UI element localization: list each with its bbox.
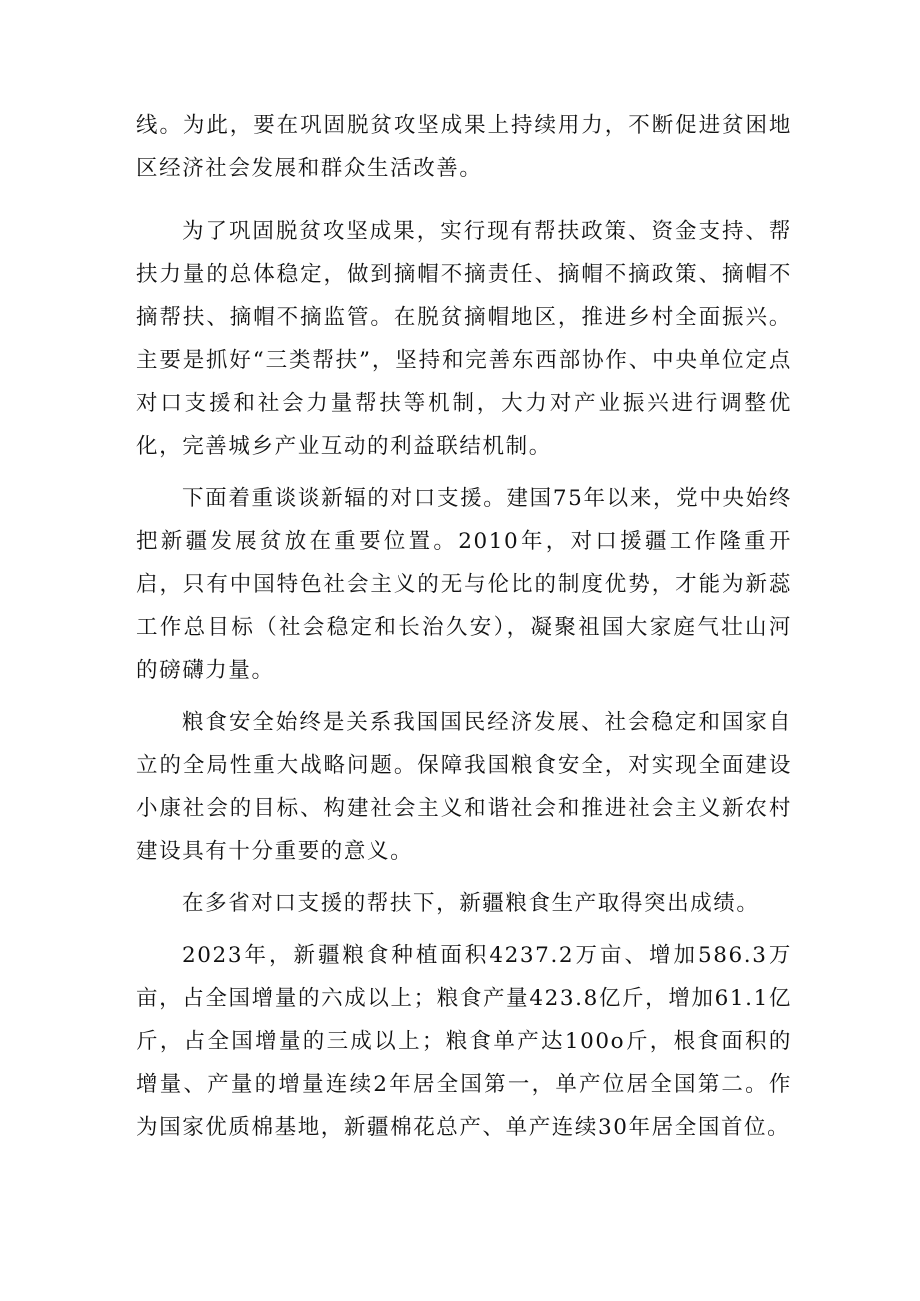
document-body: [136, 104, 792, 1149]
paragraph-6: 2023年，新疆粮食种植面积4237.2万亩、增加586.3万亩，占全国增量的六成以上；粮食产量423.8亿斤，增加61.1亿斤，占全国增量的三成以上；粮食单产达100o斤，根食面积的增量、产量的增量连续2年居全国第一，单产位居全国第二。作为国家优质棉基地，新疆棉花总产、单产连续30年居全国首位。: [136, 943, 792, 1140]
paragraph-4: 粮食安全始终是关系我国国民经济发展、社会稳定和国家自立的全局性重大战略问题。保障我国粮食安全，对实现全面建设小康社会的目标、构建社会主义和谐社会和推进社会主义新农村建设具有十分重要的意义。: [136, 710, 792, 864]
paragraph-1: 线。为此，要在巩固脱贫攻坚成果上持续用力，不断促进贫困地区经济社会发展和群众生活改善。: [136, 113, 792, 181]
paragraph-2: 为了巩固脱贫攻坚成果，实行现有帮扶政策、资金支持、帮扶力量的总体稳定，做到摘帽不摘责任、摘帽不摘政策、摘帽不摘帮扶、摘帽不摘监管。在脱贫摘帽地区，推进乡村全面振兴。主要是抓好“三类帮扶”，坚持和完善东西部协作、中央单位定点对口支援和社会力量帮扶等机制，大力对产业振兴进行调整优化，完善城乡产业互动的利益联结机制。: [136, 219, 792, 459]
paragraph-5: 在多省对口支援的帮扶下，新疆粮食生产取得突出成绩。: [182, 891, 760, 916]
paragraph-3: 下面着重谈谈新辐的对口支援。建国75年以来，党中央始终把新疆发展贫放在重要位置。2010年，对口援疆工作隆重开启，只有中国特色社会主义的无与伦比的制度优势，才能为新蕊工作总目标（社会稳定和长治久安），凝聚祖国大家庭气壮山河的磅礴力量。: [136, 486, 792, 683]
